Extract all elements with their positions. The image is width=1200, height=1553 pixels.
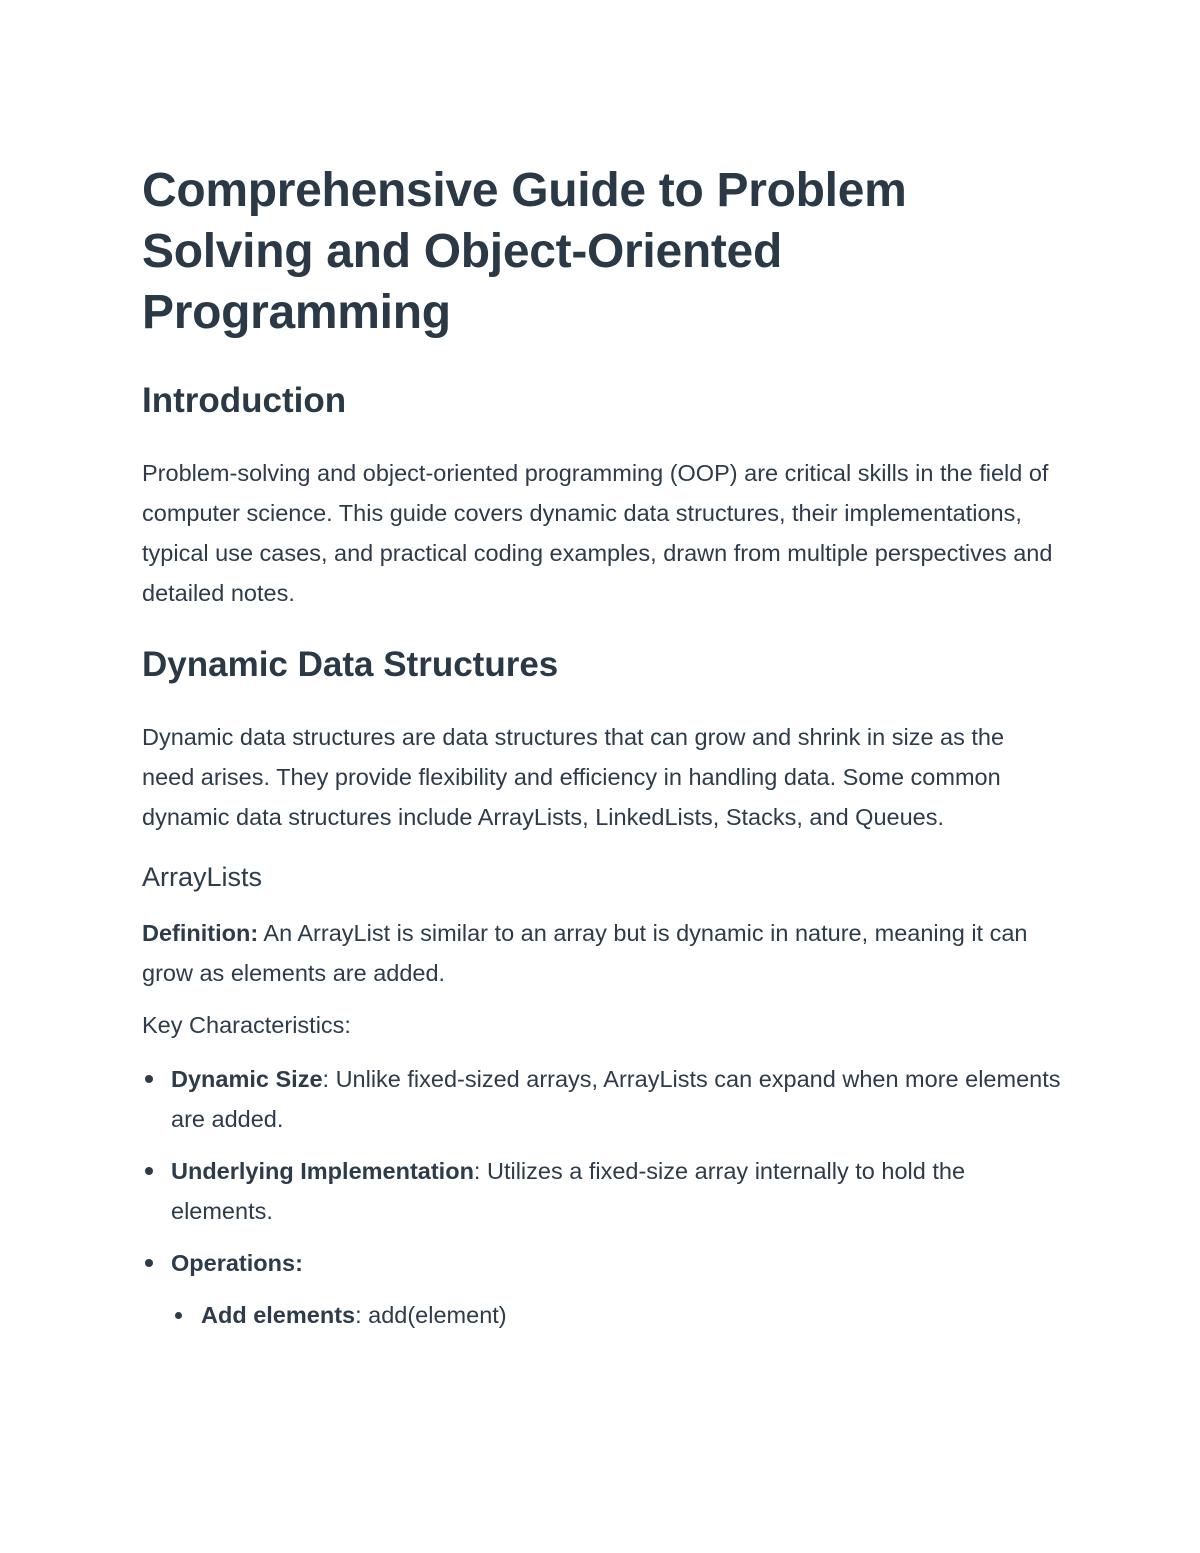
introduction-paragraph: Problem-solving and object-oriented programming (OOP) are critical skills in the field of computer science. This guide covers dynamic data structures, their implementations, typical use cases, and practical coding examples, drawn from multiple perspectives and detailed notes.	[142, 460, 1053, 606]
list-item-text: : Utilizes a fixed-size array internally to hold the elements.	[171, 1158, 966, 1224]
operations-sublist	[171, 1295, 1062, 1335]
list-item	[142, 1151, 1062, 1231]
list-item-label: Underlying Implementation	[171, 1158, 474, 1184]
list-item-text: : Unlike fixed-sized arrays, ArrayLists can expand when more elements are added.	[171, 1066, 1061, 1132]
sub-list-item-label: Add elements	[201, 1302, 356, 1328]
definition-label: Definition:	[142, 920, 259, 946]
definition-paragraph	[142, 913, 1062, 993]
list-item	[142, 1243, 1062, 1335]
list-item-label: Operations	[171, 1250, 296, 1276]
definition-text: An ArrayList is similar to an array but is dynamic in nature, meaning it can grow as elements are added.	[142, 920, 1028, 986]
document-page	[142, 160, 1062, 1347]
list-item-label: Dynamic Size	[171, 1066, 323, 1092]
sub-list-item	[171, 1295, 1062, 1335]
sub-list-item-text: : add(element)	[355, 1302, 507, 1328]
section-heading-dynamic-data-structures: Dynamic Data Structures	[142, 645, 559, 684]
dynamic-data-structures-paragraph: Dynamic data structures are data structures that can grow and shrink in size as the need arises. They provide flexibility and efficiency in handling data. Some common dynamic data structures include ArrayLists, LinkedLists, Stacks, and Queues.	[142, 724, 1005, 830]
key-characteristics-list	[142, 1059, 1062, 1335]
list-item-text: :	[295, 1250, 303, 1276]
key-characteristics-label: Key Characteristics:	[142, 1012, 351, 1038]
list-item	[142, 1059, 1062, 1139]
subsection-heading-arraylists: ArrayLists	[142, 862, 263, 892]
section-heading-introduction: Introduction	[142, 381, 347, 420]
document-title: Comprehensive Guide to Problem Solving and Object-Oriented Programming	[142, 164, 907, 339]
